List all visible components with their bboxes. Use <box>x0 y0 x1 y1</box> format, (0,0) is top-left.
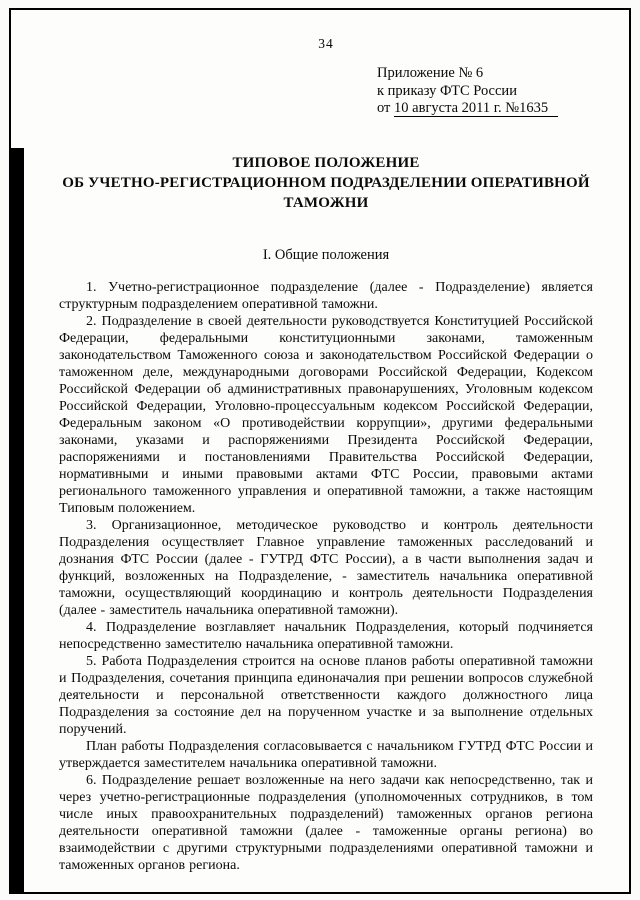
appendix-header-line3 <box>377 100 593 118</box>
paragraph: 6. Подразделение решает возложенные на него задачи как непосредственно, так и через учетно-регистрационные подразделения (уполномоченных сотрудников, в том числе иных правоохранительных подразделений) таможенных органов региона деятельности оперативной таможни (далее - таможенные органы региона) во взаимодействии с другими структурными подразделениями оперативной таможни и таможенных органов региона. <box>59 772 593 873</box>
paragraphs <box>59 279 593 874</box>
page-number: 34 <box>318 36 334 51</box>
paragraph: 5. Работа Подразделения строится на основе планов работы оперативной таможни и Подразделения, сочетания принципа единоначалия при решении вопросов служебной деятельности и персональной ответственности каждого должностного лица Подразделения за состояние дел на порученном участке и за выполнение отдельных поручений. <box>59 653 593 737</box>
section-heading: I. Общие положения <box>262 246 390 263</box>
appendix-header-line3-prefix: от <box>377 100 395 116</box>
page-content <box>11 10 629 892</box>
paragraph: 1. Учетно-регистрационное подразделение (далее - Подразделение) является структурным подразделением оперативной таможни. <box>59 279 593 312</box>
paragraph: 2. Подразделение в своей деятельности руководствуется Конституцией Российской Федерации, федеральными конституционными законами, таможенным законодательством Таможенного союза и законодательством Российской Федерации о таможенном деле, международными договорами Российской Федерации, Кодексом Российской Федерации об административных правонарушениях, Уголовным кодексом Российской Федерации, Уголовно-процессуальным кодексом Российской Федерации, Федеральным законом «О противодействии коррупции», другими федеральными законами, указами и распоряжениями Президента Российской Федерации, распоряжениями и постановлениями Правительства Российской Федерации, нормативными и иными правовыми актами ФТС России, правовыми актами регионального таможенного управления и оперативной таможни, а также настоящим Типовым положением. <box>59 313 593 516</box>
document-page <box>9 8 631 894</box>
appendix-header-date-underlined: 10 августа 2011 г. №1635 <box>394 100 558 117</box>
appendix-header-line1: Приложение № 6 <box>377 65 484 81</box>
document-title-line3: ТАМОЖНИ <box>283 194 369 211</box>
document-title <box>59 153 593 213</box>
document-title-line2: ОБ УЧЕТНО-РЕГИСТРАЦИОННОМ ПОДРАЗДЕЛЕНИИ ОПЕРАТИВНОЙ <box>62 174 590 191</box>
paragraph: 4. Подразделение возглавляет начальник Подразделения, который подчиняется непосредственно заместителю начальника оперативной таможни. <box>59 619 593 652</box>
appendix-header-line2: к приказу ФТС России <box>377 82 517 99</box>
paragraph: 3. Организационное, методическое руководство и контроль деятельности Подразделения осуществляет Главное управление таможенных расследований и дознания ФТС России (далее - ГУТРД ФТС России), а в части выполнения задач и функций, возложенных на Подразделение, - заместитель начальника оперативной таможни, осуществляющий координацию и контроль деятельности Подразделения (далее - заместитель начальника оперативной таможни). <box>59 517 593 618</box>
paragraph: План работы Подразделения согласовывается с начальником ГУТРД ФТС России и утверждается заместителем начальника оперативной таможни. <box>59 738 593 771</box>
appendix-header <box>377 65 593 118</box>
document-title-line1: ТИПОВОЕ ПОЛОЖЕНИЕ <box>232 154 420 171</box>
